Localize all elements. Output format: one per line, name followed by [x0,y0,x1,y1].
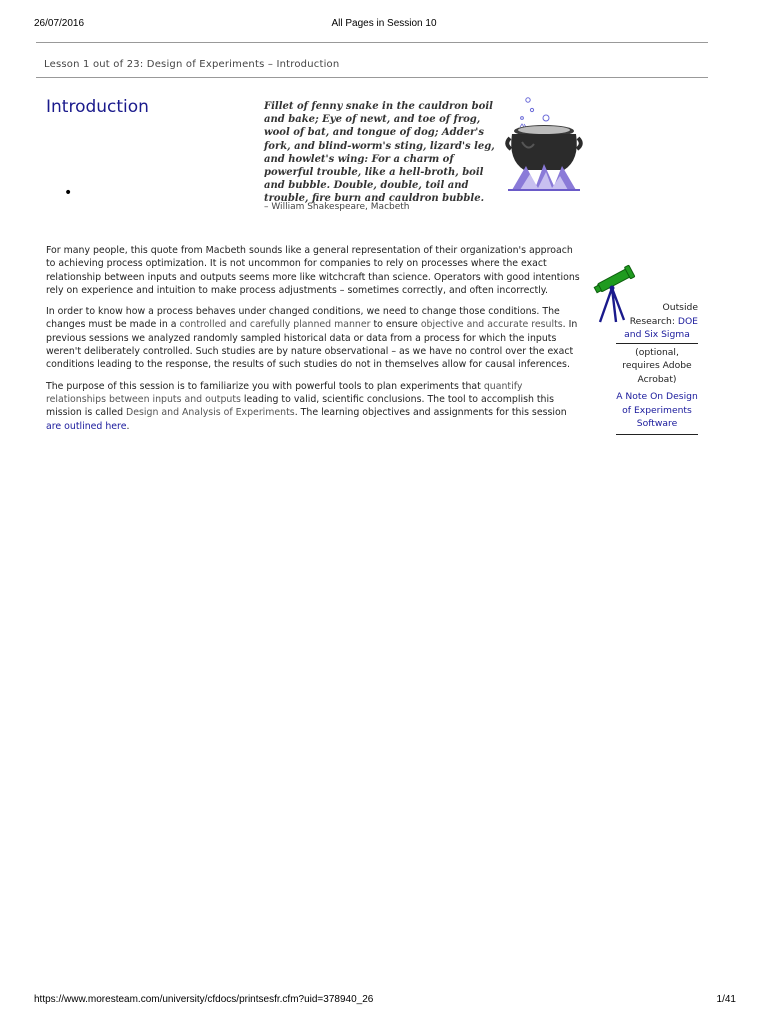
bullet-point: • [64,185,73,201]
lesson-divider [36,77,708,78]
p3-text-e: . The learning objectives and assignments for this session [294,407,567,419]
p3-text-c: leading to valid, scientific conclusions. The tool to accomplish this mission is called [46,393,554,419]
outlined-here-link[interactable]: are outlined here [46,420,127,432]
paragraph-1: For many people, this quote from Macbeth sounds like a general representation of their organization's approach to achieving process optimization. It is not uncommon for companies to rely on processes where the exact relationship between inputs and outputs seems more like witchcraft than science. Operators with good intentions rely on experience and intuition to make process adjustments – sometimes correctly, and often incorrectly. [46,245,580,296]
p2-text-e: . In previous sessions we analyzed randomly sampled historical data or data from a process for which the inputs weren't deliberately controlled. Such studies are by nature observational – as we have no control over the exact conditions leading to the response, the results of such studies do not in themselves allow for causal inferences. [46,319,578,371]
software-note-item [616,390,698,431]
outside-research-sidebar [616,301,698,437]
p3-term-quantify: quantify relationships between inputs and outputs [46,380,523,405]
p3-term-doe: Design and Analysis of Experiments [126,407,295,419]
doe-software-note-link[interactable]: A Note On Design of Experiments Software [616,391,698,429]
quote-attribution: – William Shakespeare, Macbeth [264,202,410,212]
top-divider [36,42,708,43]
pdf-requirement-note: (optional, requires Adobe Acrobat) [622,346,692,385]
six-sigma-link[interactable]: and Six Sigma [624,329,690,340]
outside-label: Outside [662,302,698,313]
p2-text-c: to ensure [370,319,421,331]
footer-url: https://www.moresteam.com/university/cfdocs/printsesfr.cfm?uid=378940_26 [34,994,374,1005]
page-title: Introduction [46,97,149,117]
doe-link-continued [616,328,698,342]
research-line [616,315,698,329]
p3-text-a: The purpose of this session is to familiarize you with powerful tools to plan experiments that [46,380,484,392]
cauldron-icon [502,94,586,192]
print-title: All Pages in Session 10 [331,18,437,29]
paragraph-3 [46,380,584,433]
sidebar-divider [616,343,698,344]
lesson-breadcrumb: Lesson 1 out of 23: Design of Experiments – Introduction [44,59,340,70]
doe-link[interactable]: DOE [677,315,698,327]
print-date: 26/07/2016 [34,18,85,29]
research-label: Research: [629,315,678,327]
body-text [46,244,584,441]
p2-text-a: In order to know how a process behaves under changed conditions, we need to change those conditions. The changes must be made in a [46,306,560,331]
paragraph-2 [46,305,584,371]
p2-term-controlled: controlled and carefully planned manner [179,319,371,331]
footer-page-number: 1/41 [716,994,736,1005]
sidebar-bottom-divider [616,434,698,435]
p2-term-objective: objective and accurate results [420,319,563,331]
p3-text-f: . [126,420,130,432]
macbeth-quote: Fillet of fenny snake in the cauldron boil and bake; Eye of newt, and toe of frog, wool of bat, and tongue of dog; Adder's fork, and blind-worm's sting, lizard's leg, and howlet's wing: For a charm of powerful trouble, like a hell-broth, boil and bubble. Double, double, toil and trouble, fire burn and cauldron bubble. [264,101,495,205]
